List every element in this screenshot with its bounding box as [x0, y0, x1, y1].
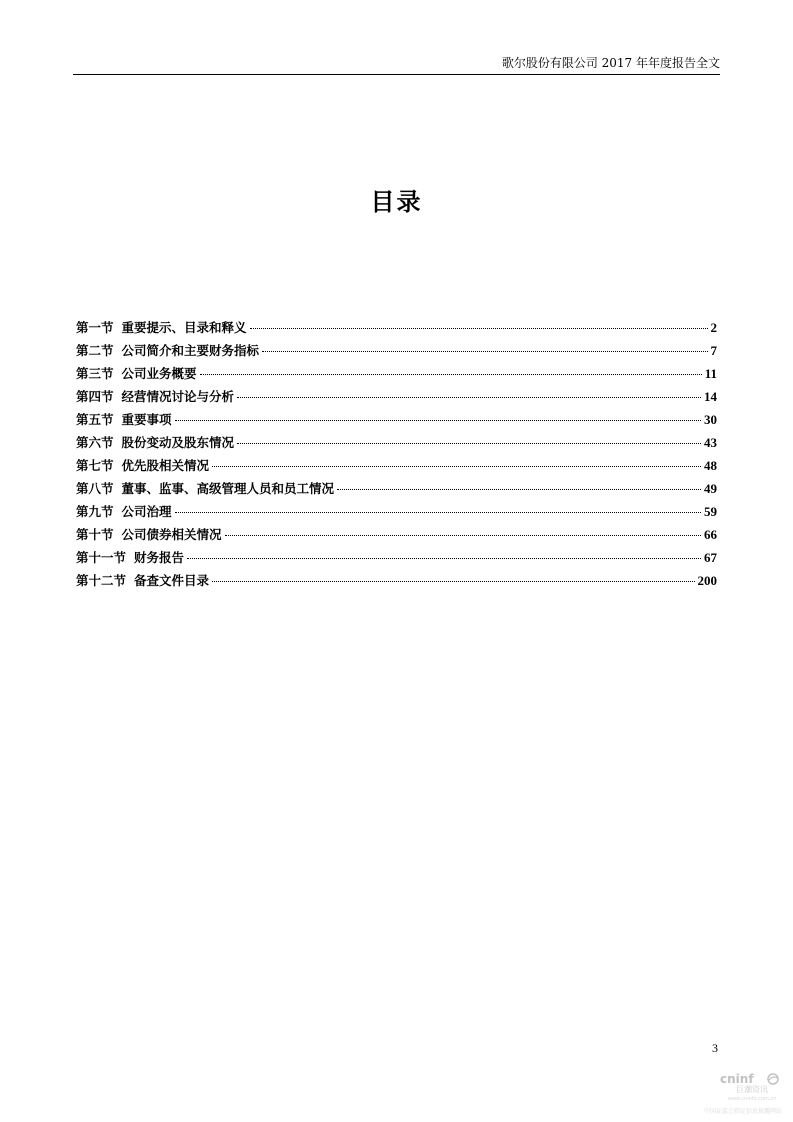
toc-page-number: 66 [704, 527, 717, 542]
toc-section-title: 经营情况讨论与分析 [121, 389, 235, 404]
toc-section-number: 第一节 [76, 320, 114, 335]
toc-entry[interactable] [76, 525, 717, 548]
toc-section-number: 第七节 [76, 458, 114, 473]
toc-page-number: 67 [704, 550, 717, 565]
toc-dot-leader [237, 443, 701, 444]
cninfo-org-text: 中国证监会指定信息披露网站 [704, 1108, 783, 1115]
toc-section-title: 备查文件目录 [134, 573, 210, 588]
toc-section-number: 第十一节 [76, 550, 127, 565]
toc-section-title: 公司债券相关情况 [121, 527, 222, 542]
toc-section-title: 公司简介和主要财务指标 [121, 343, 260, 358]
toc-entry[interactable] [76, 433, 717, 456]
toc-entry[interactable] [76, 571, 717, 594]
toc-dot-leader [175, 512, 701, 513]
toc-page-number: 30 [704, 412, 717, 427]
toc-page-number: 2 [710, 320, 717, 335]
toc-section-number: 第二节 [76, 343, 114, 358]
toc-entry[interactable] [76, 364, 717, 387]
page-title: 目录 [370, 188, 423, 216]
toc-dot-leader [175, 420, 701, 421]
toc-dot-leader [250, 328, 708, 329]
toc-page-number: 200 [697, 573, 717, 588]
toc-entry[interactable] [76, 456, 717, 479]
toc-dot-leader [262, 351, 707, 352]
toc-section-number: 第十二节 [76, 573, 127, 588]
toc-entry[interactable] [76, 318, 717, 341]
toc-dot-leader [200, 374, 702, 375]
toc-section-number: 第九节 [76, 504, 114, 519]
toc-entry[interactable] [76, 341, 717, 364]
cninfo-url: www.cninfo.com.cn [728, 1096, 777, 1102]
toc-section-number: 第六节 [76, 435, 114, 450]
toc-page-number: 48 [704, 458, 717, 473]
toc-entry[interactable] [76, 548, 717, 571]
toc-entry[interactable] [76, 502, 717, 525]
toc-section-title: 股份变动及股东情况 [121, 435, 235, 450]
toc-dot-leader [187, 558, 701, 559]
toc-page-number: 7 [710, 343, 717, 358]
toc-section-title: 公司业务概要 [121, 366, 197, 381]
cninfo-cn-name: 巨潮资讯 [736, 1085, 768, 1094]
running-header: 歌尔股份有限公司 2017 年年度报告全文 [501, 56, 720, 70]
toc-entry[interactable] [76, 387, 717, 410]
toc-section-title: 公司治理 [121, 504, 172, 519]
toc-section-number: 第十节 [76, 527, 114, 542]
toc-section-number: 第五节 [76, 412, 114, 427]
toc-section-number: 第四节 [76, 389, 114, 404]
toc-section-title: 重要提示、目录和释义 [121, 320, 247, 335]
toc-dot-leader [337, 489, 701, 490]
cninfo-watermark [700, 1072, 792, 1118]
header-rule [73, 74, 720, 75]
toc-page-number: 59 [704, 504, 717, 519]
toc-section-title: 董事、监事、高级管理人员和员工情况 [121, 481, 335, 496]
toc-dot-leader [225, 535, 701, 536]
table-of-contents [76, 318, 717, 594]
toc-page-number: 49 [704, 481, 717, 496]
toc-page-number: 14 [704, 389, 717, 404]
toc-section-title: 重要事项 [121, 412, 172, 427]
toc-section-title: 财务报告 [134, 550, 185, 565]
page-number: 3 [712, 1041, 718, 1055]
toc-dot-leader [237, 397, 701, 398]
toc-page-number: 43 [704, 435, 717, 450]
toc-section-number: 第三节 [76, 366, 114, 381]
toc-dot-leader [212, 466, 701, 467]
toc-dot-leader [212, 581, 694, 582]
toc-entry[interactable] [76, 410, 717, 433]
toc-section-title: 优先股相关情况 [121, 458, 210, 473]
cninfo-logo-text: cninf [720, 1072, 754, 1086]
toc-section-number: 第八节 [76, 481, 114, 496]
toc-page-number: 11 [704, 366, 717, 381]
toc-entry[interactable] [76, 479, 717, 502]
